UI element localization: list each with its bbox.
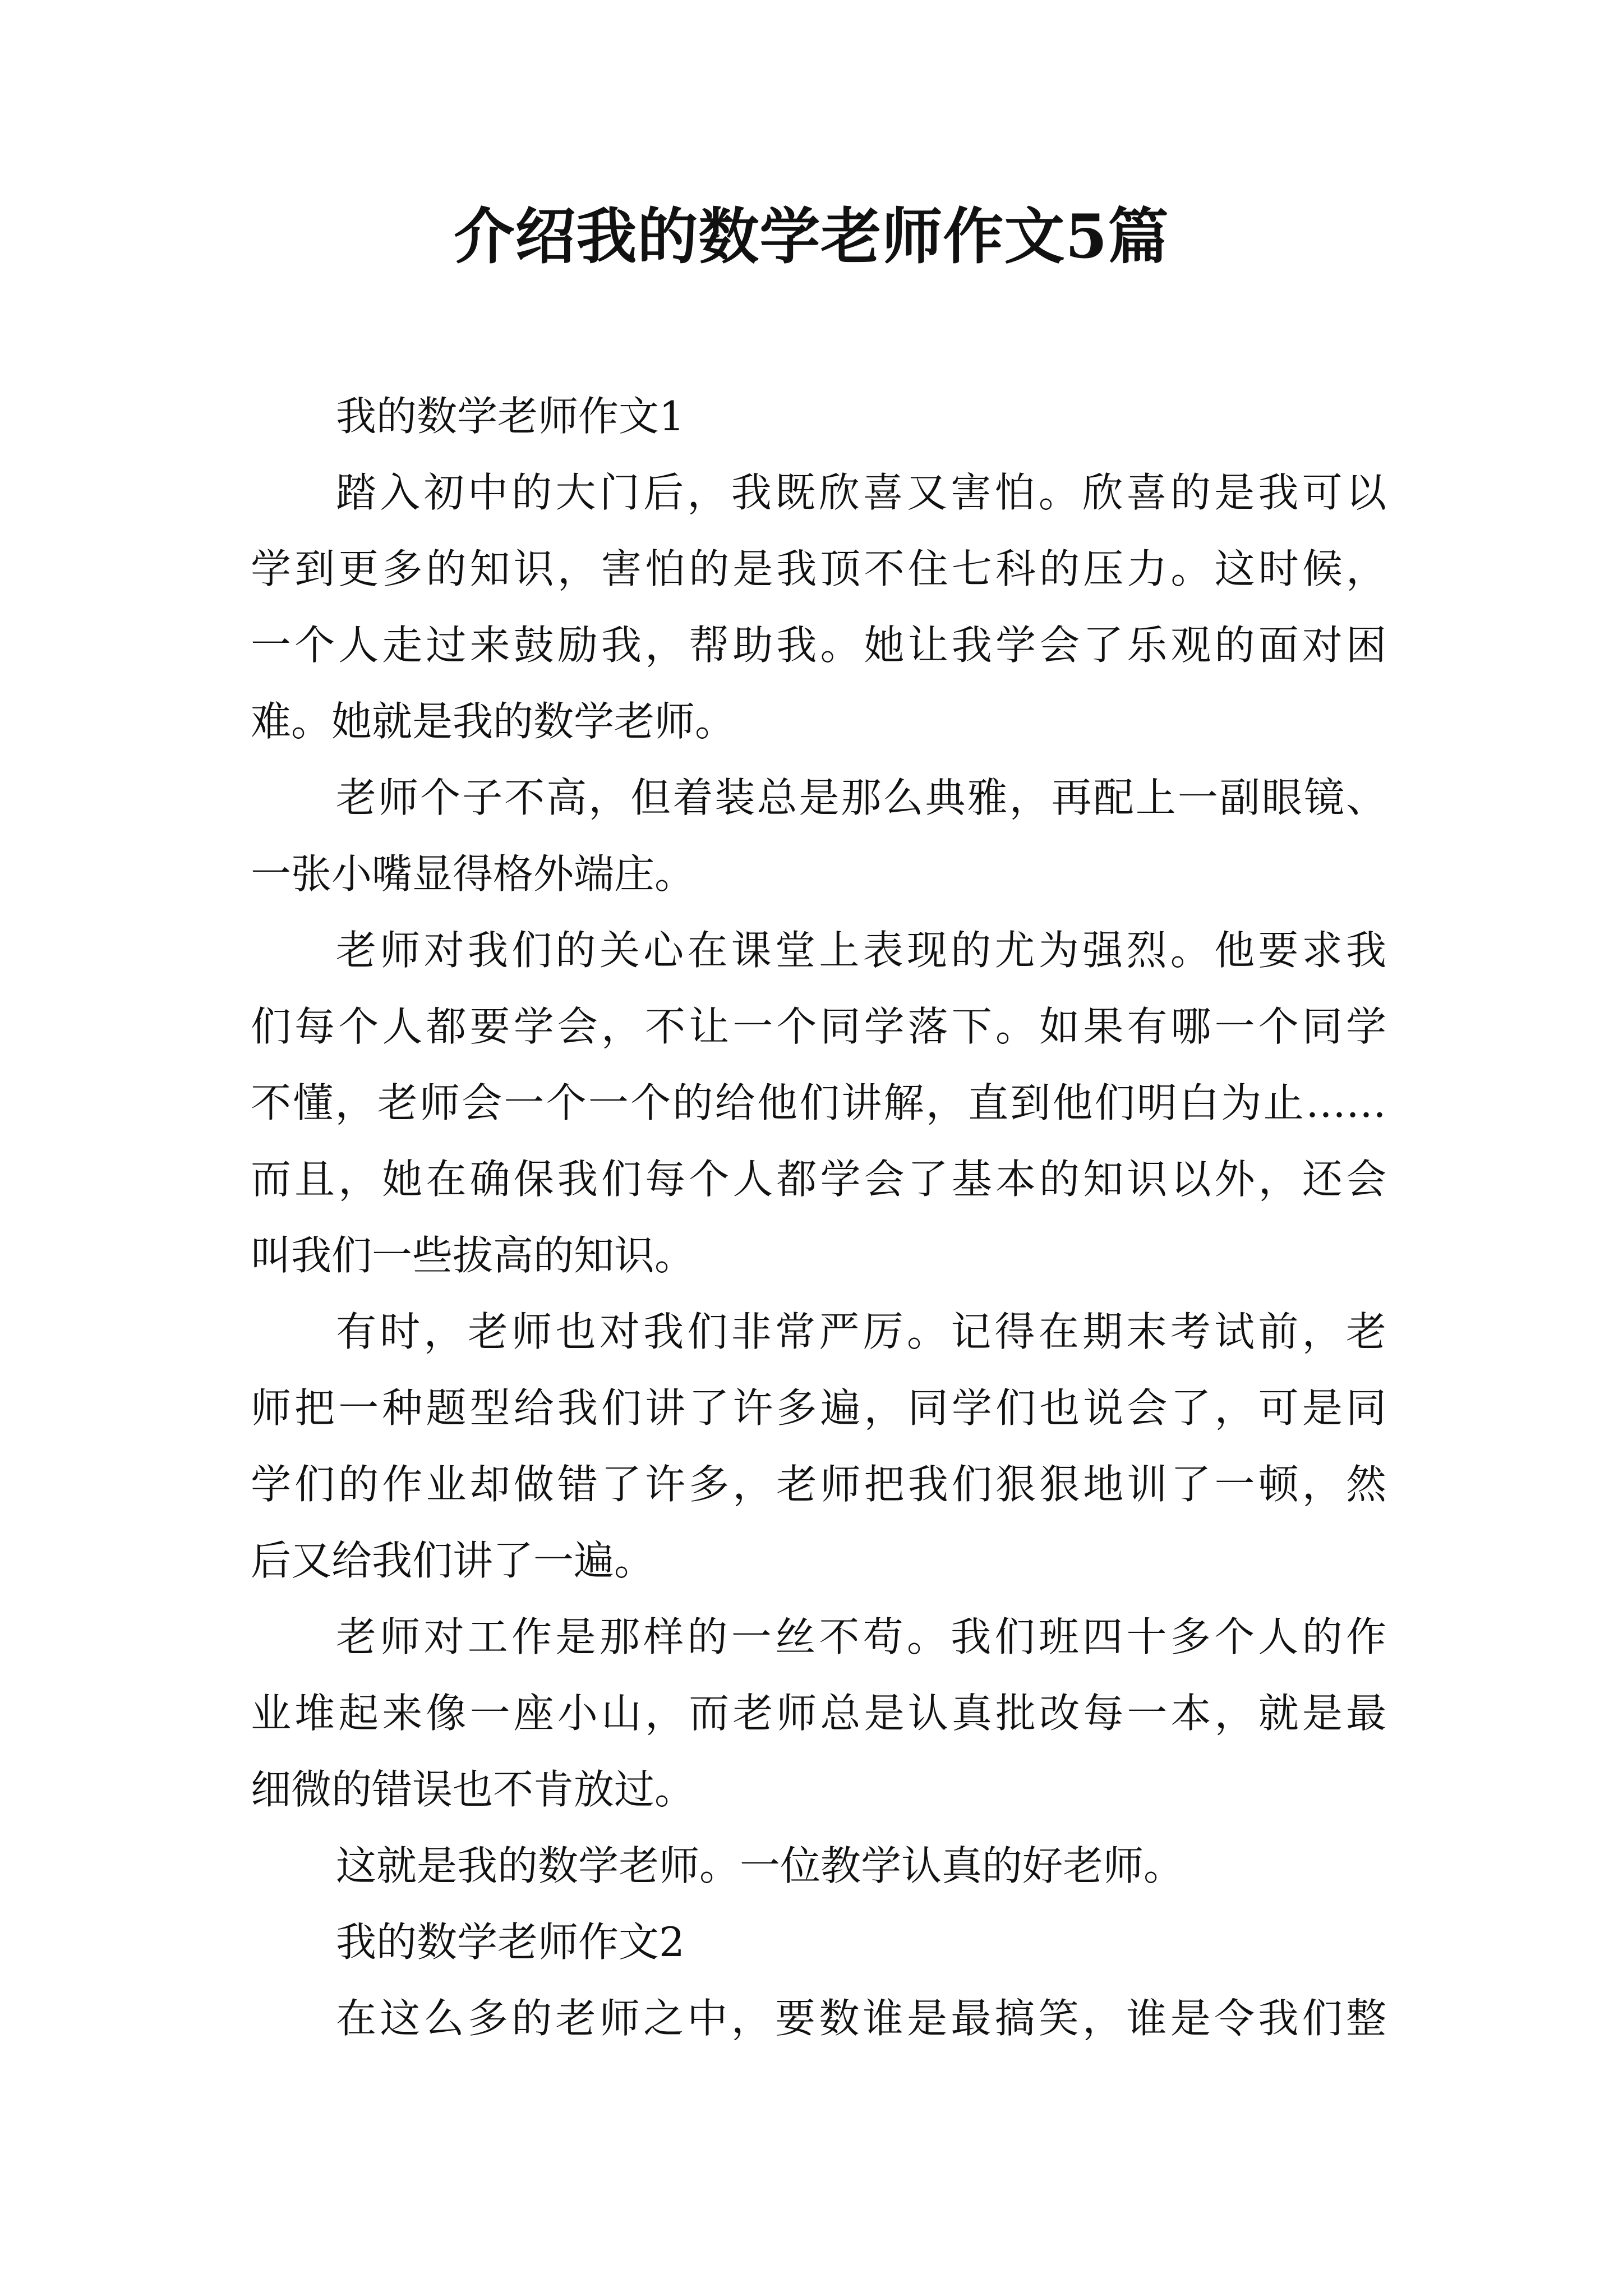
- text-line: 老师对我们的关心在课堂上表现的尤为强烈。他要求我: [336, 927, 1386, 974]
- text-line: 细微的错误也不肯放过。: [251, 1766, 695, 1813]
- text-line: 难。她就是我的数学老师。: [251, 698, 736, 745]
- text-line: 后又给我们讲了一遍。: [251, 1537, 655, 1584]
- text-line: 而且，她在确保我们每个人都学会了基本的知识以外，还会: [251, 1156, 1386, 1203]
- page-title: 介绍我的数学老师作文5篇: [454, 201, 1169, 272]
- text-line: 学到更多的知识，害怕的是我顶不住七科的压力。这时候，: [251, 545, 1386, 592]
- text-line: 我的数学老师作文1: [336, 393, 685, 440]
- text-line: 踏入初中的大门后，我既欣喜又害怕。欣喜的是我可以: [336, 469, 1386, 516]
- text-line: 这就是我的数学老师。一位教学认真的好老师。: [336, 1842, 1184, 1889]
- text-line: 在这么多的老师之中，要数谁是最搞笑，谁是令我们整: [336, 1995, 1386, 2042]
- text-line: 业堆起来像一座小山，而老师总是认真批改每一本，就是最: [251, 1690, 1386, 1737]
- text-line: 一个人走过来鼓励我，帮助我。她让我学会了乐观的面对困: [251, 622, 1386, 669]
- text-line: 有时，老师也对我们非常严厉。记得在期末考试前，老: [336, 1308, 1386, 1355]
- text-line: 师把一种题型给我们讲了许多遍，同学们也说会了，可是同: [251, 1384, 1386, 1432]
- text-line: 我的数学老师作文2: [336, 1918, 685, 1966]
- text-line: 一张小嘴显得格外端庄。: [251, 850, 695, 898]
- text-line: 老师个子不高，但着装总是那么典雅，再配上一副眼镜、: [336, 774, 1386, 821]
- text-line: 叫我们一些拔高的知识。: [251, 1232, 695, 1279]
- text-line: 不懂，老师会一个一个的给他们讲解，直到他们明白为止……: [251, 1079, 1386, 1126]
- text-line: 们每个人都要学会，不让一个同学落下。如果有哪一个同学: [251, 1003, 1386, 1050]
- text-line: 老师对工作是那样的一丝不苟。我们班四十多个人的作: [336, 1613, 1386, 1660]
- article-body: [251, 378, 1386, 2056]
- text-line: 学们的作业却做错了许多，老师把我们狠狠地训了一顿，然: [251, 1461, 1386, 1508]
